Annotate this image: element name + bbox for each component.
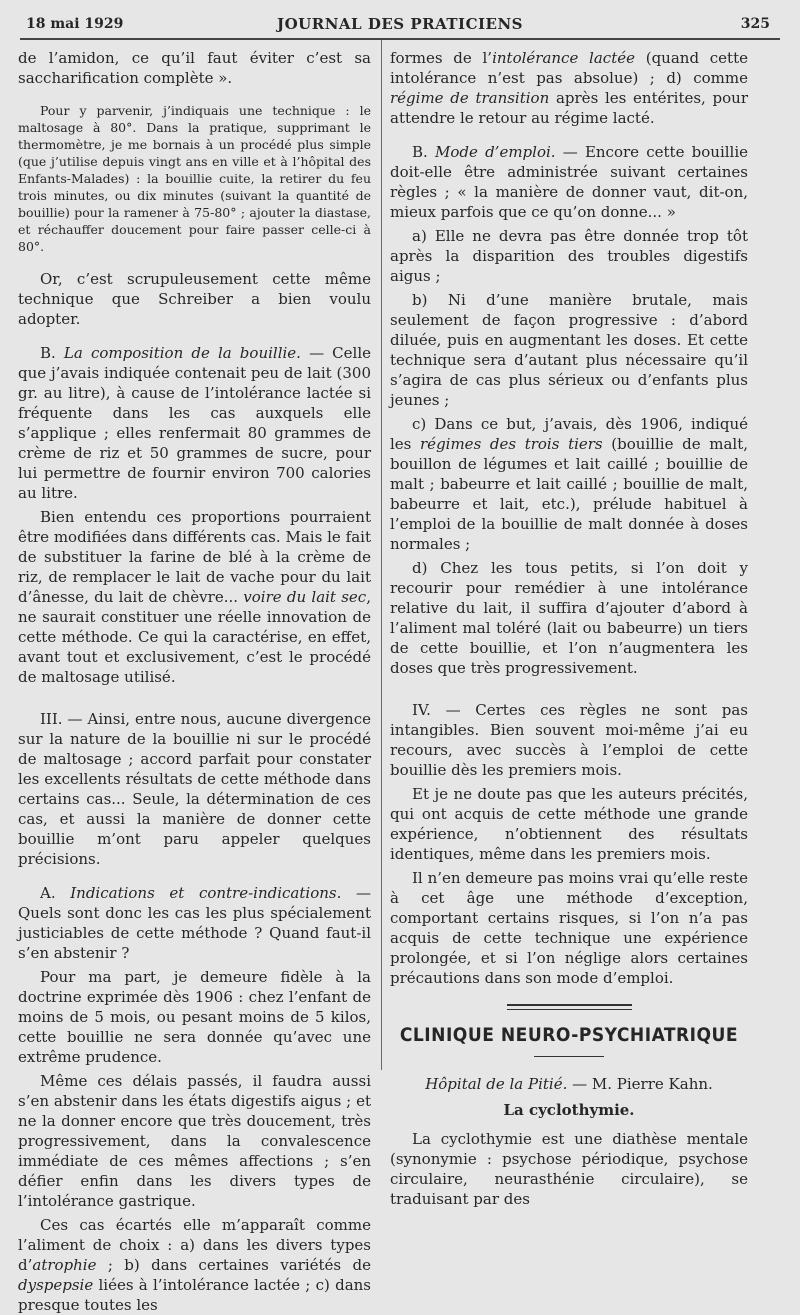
paragraph: IV. — Certes ces règles ne sont pas intangibles. Bien souvent moi-même j’ai eu recours, avec succès à l’emploi de cette bouillie dès les premiers mois. (390, 701, 748, 779)
section-title: CLINIQUE NEURO-PSYCHIATRIQUE (399, 1024, 739, 1046)
header-page-number: 325 (740, 16, 770, 32)
paragraph: Et je ne doute pas que les auteurs précités, qui ont acquis de cette méthode une grande expérience, n’obtiennent des résultats identiques, même dans les premiers mois. (390, 785, 748, 863)
paragraph-indications: A. Indications et contre-indications. — Quels sont donc les cas les plus spécialement justiciables de cette méthode ? Quand faut-il s’en abstenir ? (18, 884, 371, 962)
title-rule (534, 1056, 604, 1057)
header-journal-title: JOURNAL DES PRATICIENS (277, 15, 523, 33)
paragraph: III. — Ainsi, entre nous, aucune divergence sur la nature de la bouillie ni sur le procédé de maltosage ; accord parfait pour constater les excellents résultats de cette méthode dans certains cas... Seule, la détermination de ces cas, et aussi la manière de donner cette bouillie m’ont paru appeler quelques précisions. (18, 710, 371, 868)
left-column (18, 48, 372, 1314)
paragraph: Or, c’est scrupuleusement cette même technique que Schreiber a bien voulu adopter. (18, 270, 371, 328)
paragraph-small: Pour y parvenir, j’indiquais une technique : le maltosage à 80°. Dans la pratique, supprimant le thermomètre, je me bornais à un procédé plus simple (que j’utilise depuis vingt ans en ville et à l’hôpital des Enfants-Malades) : la bouillie cuite, la retirer du feu trois minutes, ou dix minutes (suivant la quantité de bouillie) pour la ramener à 75-80° ; ajouter la diastase, et réchauffer doucement pour faire passer celle-ci à 80°. (18, 103, 371, 254)
section-heading: Mode d’emploi. (435, 143, 556, 161)
hospital-byline: Hôpital de la Pitié. — M. Pierre Kahn. (425, 1075, 713, 1093)
section-separator (507, 1004, 632, 1010)
paragraph: a) Elle ne devra pas être donnée trop tôt après la disparition des troubles digestifs aigus ; (390, 227, 748, 285)
paragraph: b) Ni d’une manière brutale, mais seulement de façon progressive : d’abord diluée, puis en augmentant les doses. Et cette technique sera d’autant plus nécessaire qu’il s’agira de cas plus sérieux ou d’enfants plus jeunes ; (390, 291, 748, 409)
paragraph: c) Dans ce but, j’avais, dès 1906, indiqué les régimes des trois tiers (bouillie de malt, bouillon de légumes et lait caillé ; bouillie de malt ; babeurre et lait caillé ; bouillie de malt, babeurre et lait, etc.), prélude habituel à l’emploi de la bouillie de malt donnée à doses normales ; (390, 415, 748, 553)
header-rule (20, 38, 780, 40)
article-title: La cyclothymie. (503, 1101, 635, 1119)
paragraph: d) Chez les tous petits, si l’on doit y recourir pour remédier à une intolérance relative du lait, il suffira d’ajouter d’abord à l’aliment mal toléré (lait ou babeurre) un tiers de cette bouillie, et l’on n’augmentera les doses que très progressivement. (390, 559, 748, 677)
section-heading: Indications et contre-indications. (70, 884, 342, 902)
right-column (390, 48, 749, 1208)
paragraph-composition: B. La composition de la bouillie. — Celle que j’avais indiquée contenait peu de lait (300 gr. au litre), à cause de l’intolérance lactée si fréquente dans les cas auxquels elle s’applique ; elles renfermait 80 grammes de crème de riz et 50 grammes de sucre, pour lui permettre de fournir environ 700 calories au litre. (18, 344, 372, 502)
paragraph-mode-emploi: B. Mode d’emploi. — Encore cette bouillie doit-elle être administrée suivant certaines règles ; « la manière de donner vaut, dit-on, mieux parfois que ce qu’on donne... » (390, 143, 749, 221)
paragraph: Il n’en demeure pas moins vrai qu’elle reste à cet âge une méthode d’exception, comportant certains risques, si l’on n’a pas acquis de cette technique une expérience prolongée, et si l’on néglige alors certaines précautions dans son mode d’emploi. (390, 869, 748, 987)
page-header (0, 0, 800, 40)
paragraph: Ces cas écartés elle m’apparaît comme l’aliment de choix : a) dans les divers types d’atrophie ; b) dans certaines variétés de dyspepsie liées à l’intolérance lactée ; c) dans presque toutes les (18, 1216, 371, 1314)
header-date: 18 mai 1929 (26, 16, 124, 32)
column-divider (381, 40, 382, 1070)
section-heading: La composition de la bouillie. (63, 344, 301, 362)
paragraph: Pour ma part, je demeure fidèle à la doctrine exprimée dès 1906 : chez l’enfant de moins de 5 mois, ou pesant moins de 5 kilos, cette bouillie ne sera donnée qu’avec une extrême prudence. (18, 968, 371, 1066)
paragraph: Même ces délais passés, il faudra aussi s’en abstenir dans les états digestifs aigus ; et ne la donner encore que très doucement, très progressivement, dans la convalescence immédiate de ces mêmes affections ; s’en défier enfin dans les divers types de l’intolérance gastrique. (18, 1072, 371, 1210)
paragraph: formes de l’intolérance lactée (quand cette intolérance n’est pas absolue) ; d) comme régime de transition après les entérites, pour attendre le retour au régime lacté. (390, 49, 748, 127)
paragraph: Bien entendu ces proportions pourraient être modifiées dans différents cas. Mais le fait de substituer la farine de blé à la crème de riz, de remplacer le lait de vache pour du lait d’ânesse, du lait de chèvre... voire du lait sec, ne saurait constituer une réelle innovation de cette méthode. Ce qui la caractérise, en effet, avant tout et exclusivement, c’est le procédé de maltosage utilisé. (18, 508, 371, 686)
paragraph: de l’amidon, ce qu’il faut éviter c’est sa saccharification complète ». (18, 49, 371, 87)
paragraph: La cyclothymie est une diathèse mentale (synonymie : psychose périodique, psychose circulaire, neurasthénie circulaire), se traduisant par des (390, 1130, 748, 1208)
